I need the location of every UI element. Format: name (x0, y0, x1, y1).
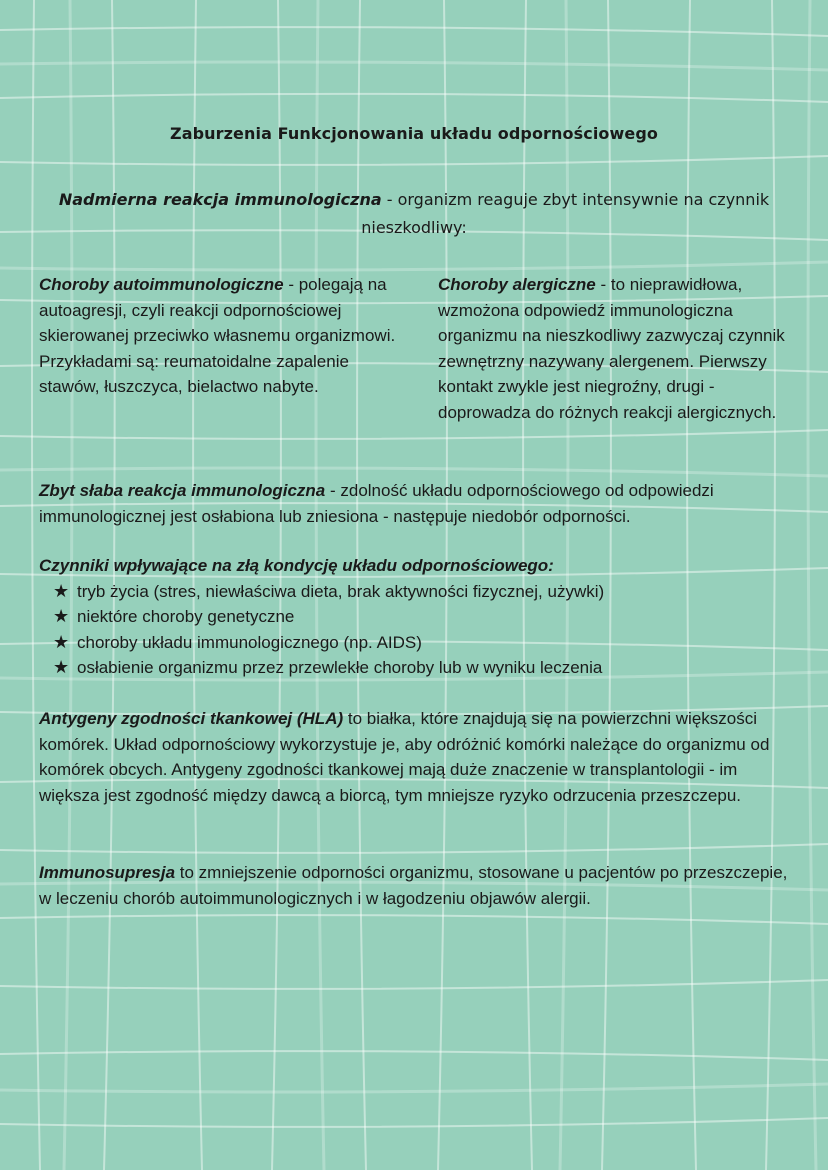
immunosuppression-term: Immunosupresja (39, 863, 176, 882)
list-item (53, 630, 799, 656)
intro-text: - organizm reaguje zbyt intensywnie na czynnik nieszkodliwy: (361, 190, 770, 237)
list-item (53, 604, 799, 630)
factor-text: niektóre choroby genetyczne (77, 607, 295, 626)
star-icon: ★ (53, 606, 70, 626)
immunosuppression-section (39, 860, 799, 911)
weak-reaction-section (39, 478, 799, 529)
weak-reaction-text: - zdolność układu odpornościowego od odpowiedzi immunologicznej jest osłabiona lub zniesiona - następuje niedobór odporności. (39, 481, 714, 526)
hla-section (39, 706, 799, 808)
hla-text: to białka, które znajdują się na powierzchni większości komórek. Układ odpornościowy wykorzystuje je, aby odróżnić komórki należące do organizmu od komórek obcych. Antygeny zgodności tkankowej mają duże znaczenie w transplantologii - im większa jest zgodność między dawcą a biorcą, tym mniejsze ryzyko odrzucenia przeszczepu. (39, 709, 770, 805)
factors-section (39, 553, 799, 681)
autoimmune-term: Choroby autoimmunologiczne (39, 275, 284, 294)
weak-reaction-term: Zbyt słaba reakcja immunologiczna (39, 481, 326, 500)
list-item (53, 579, 799, 605)
factor-text: osłabienie organizmu przez przewlekłe choroby lub w wyniku leczenia (77, 658, 603, 677)
autoimmune-section (39, 272, 409, 400)
allergic-term: Choroby alergiczne (438, 275, 596, 294)
hla-term: Antygeny zgodności tkankowej (HLA) (39, 709, 344, 728)
allergic-section (438, 272, 798, 425)
factor-text: choroby układu immunologicznego (np. AIDS) (77, 632, 422, 652)
page-title: Zaburzenia Funkcjonowania układu odpornościowego (170, 124, 658, 143)
star-icon: ★ (53, 657, 70, 677)
allergic-text: - to nieprawidłowa, wzmożona odpowiedź immunologiczna organizmu na nieszkodliwy zazwyczaj czynnik zewnętrzny nazywany alergenem. Pierwszy kontakt zwykle jest niegroźny, drugi - doprowadza do różnych reakcji alergicznych. (438, 275, 785, 422)
intro-term: Nadmierna reakcja immunologiczna (58, 190, 382, 209)
autoimmune-text: - polegają na autoagresji, czyli reakcji odpornościowej skierowanej przeciwko własnemu organizmowi. Przykładami są: reumatoidalne zapalenie stawów, łuszczyca, bielactwo nabyte. (39, 275, 396, 396)
immunosuppression-text: to zmniejszenie odporności organizmu, stosowane u pacjentów po przeszczepie, w leczeniu chorób autoimmunologicznych i w łagodzeniu objawów alergii. (39, 863, 788, 908)
factors-heading: Czynniki wpływające na złą kondycję układu odpornościowego: (39, 556, 554, 575)
star-icon: ★ (53, 631, 70, 652)
list-item (53, 655, 799, 681)
factor-text: tryb życia (stres, niewłaściwa dieta, brak aktywności fizycznej, używki) (77, 581, 605, 601)
star-icon: ★ (53, 580, 70, 601)
intro-paragraph (30, 186, 798, 242)
factors-list (39, 579, 799, 681)
